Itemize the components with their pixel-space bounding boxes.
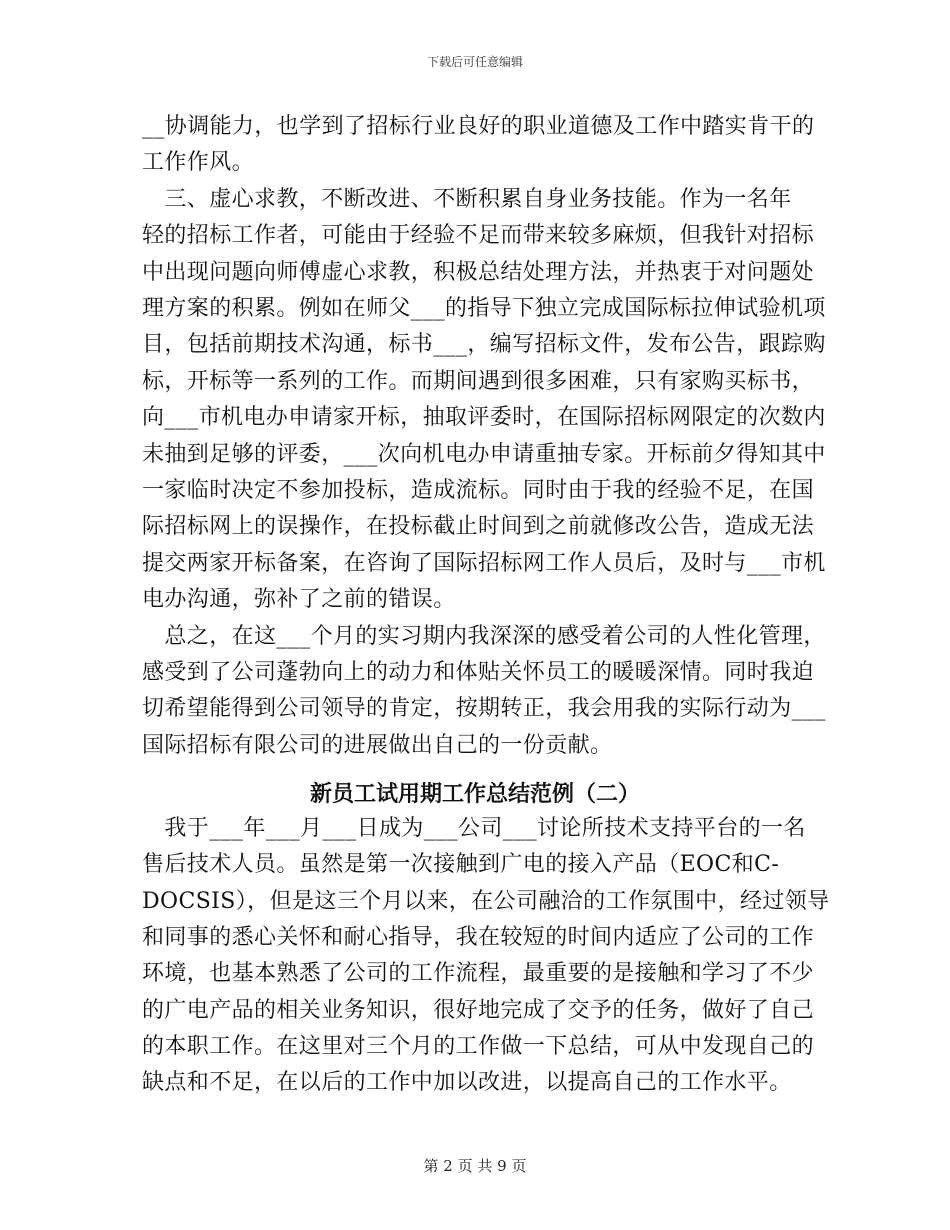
page-footer: 第 2 页 共 9 页: [423, 1157, 527, 1175]
body-text-line: 的广电产品的相关业务知识，很好地完成了交予的任务，做好了自己: [142, 997, 815, 1023]
body-text-line: DOCSIS），但是这三个月以来，在公司融洽的工作氛围中，经过领导: [142, 888, 830, 914]
body-text-line: 向___市机电办申请家开标，抽取评委时，在国际招标网限定的次数内: [142, 405, 826, 431]
body-text-line: 环境，也基本熟悉了公司的工作流程，最重要的是接触和学习了不少: [142, 961, 815, 987]
body-text-line: 缺点和不足，在以后的工作中加以改进，以提高自己的工作水平。: [142, 1070, 792, 1096]
body-text-line: 感受到了公司蓬勃向上的动力和体贴关怀员工的暖暖深情。同时我迫: [142, 660, 815, 685]
body-text-line: 工作作风。: [142, 150, 255, 176]
body-text-line: 目，包括前期技术沟通，标书___，编写招标文件，发布公告，跟踪购: [142, 332, 826, 358]
body-text-line: 标，开标等一系列的工作。而期间遇到很多困难，只有家购买标书，: [142, 368, 815, 394]
body-text-line: 售后技术人员。虽然是第一次接触到广电的接入产品（EOC和C-: [142, 852, 780, 878]
page-header: 下载后可任意编辑: [426, 55, 523, 69]
body-text-line: 际招标网上的误操作，在投标截止时间到之前就修改公告，造成无法: [142, 514, 815, 540]
body-text-line: 切希望能得到公司领导的肯定，按期转正，我会用我的实际行动为___: [142, 696, 826, 722]
body-text-line: 和同事的悉心关怀和耐心指导，我在较短的时间内适应了公司的工作: [142, 924, 815, 950]
body-text-line: 三、虚心求教，不断改进、不断积累自身业务技能。作为一名年: [142, 186, 792, 212]
body-text-line: __协调能力，也学到了招标行业良好的职业道德及工作中踏实肯干的: [142, 114, 815, 139]
body-text-line: 电办沟通，弥补了之前的错误。: [142, 587, 456, 613]
body-text-line: 提交两家开标备案，在咨询了国际招标网工作人员后，及时与___市机: [142, 550, 826, 576]
body-text-line: 的本职工作。在这里对三个月的工作做一下总结，可从中发现自己的: [142, 1033, 815, 1059]
body-text-line: 轻的招标工作者，可能由于经验不足而带来较多麻烦，但我针对招标: [142, 223, 815, 249]
body-text-line: 国际招标有限公司的进展做出自己的一份贡献。: [142, 732, 613, 758]
body-text-line: 未抽到足够的评委，___次向机电办申请重抽专家。开标前夕得知其中: [142, 441, 826, 467]
body-text-line: 一家临时决定不参加投标，造成流标。同时由于我的经验不足，在国: [142, 478, 815, 503]
section-heading: 新员工试用期工作总结范例（二）: [309, 781, 640, 807]
body-text-line: 总之，在这___个月的实习期内我深深的感受着公司的人性化管理，: [142, 623, 826, 649]
body-text-line: 中出现问题向师傅虚心求教，积极总结处理方法，并热衷于对问题处: [142, 259, 815, 285]
body-text-line: 理方案的积累。例如在师父___的指导下独立完成国际标拉伸试验机项: [142, 296, 826, 321]
body-text-line: 我于___年___月___日成为___公司___讨论所技术支持平台的一名: [142, 816, 806, 841]
